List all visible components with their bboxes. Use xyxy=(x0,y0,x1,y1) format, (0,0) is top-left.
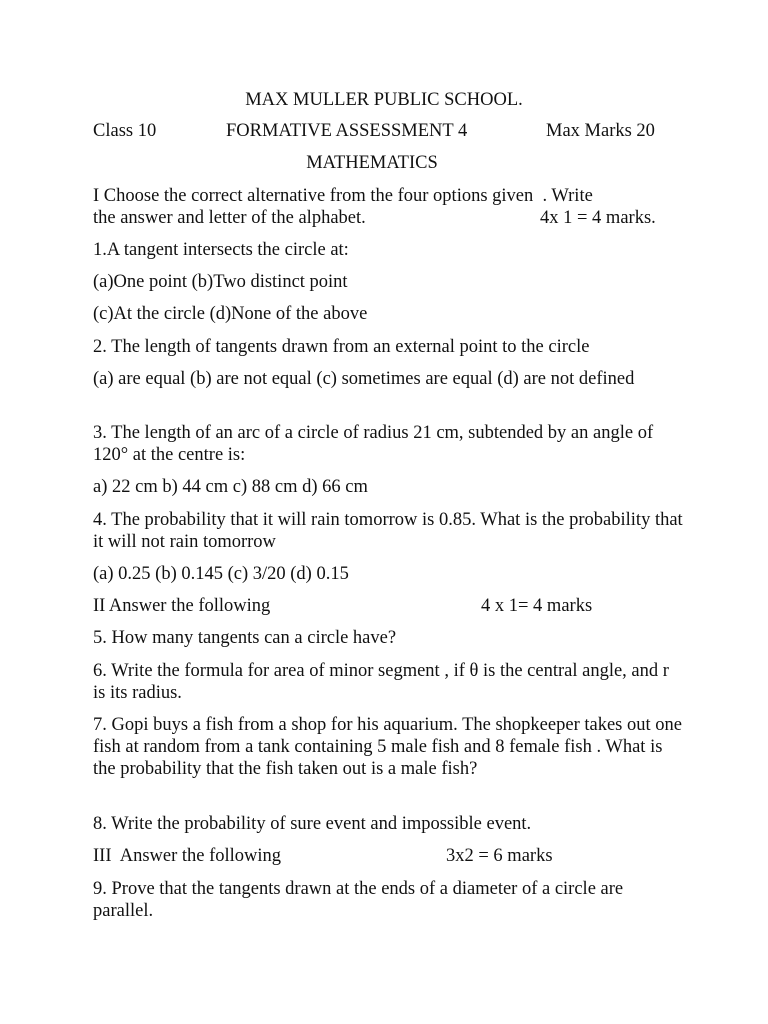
section3-heading: III Answer the following xyxy=(93,846,282,866)
section1-instruction-line1: I Choose the correct alternative from the four options given . Write xyxy=(93,186,593,206)
question-8: 8. Write the probability of sure event and impossible event. xyxy=(93,814,532,834)
question-9: 9. Prove that the tangents drawn at the ends of a diameter of a circle are parallel. xyxy=(93,879,624,921)
section1-instruction-line2: the answer and letter of the alphabet. xyxy=(93,208,366,228)
question-2-options: (a) are equal (b) are not equal (c) sometimes are equal (d) are not defined xyxy=(93,369,635,389)
question-6: 6. Write the formula for area of minor segment , if θ is the central angle, and r is its radius. xyxy=(93,661,669,703)
question-1-options-cd: (c)At the circle (d)None of the above xyxy=(93,304,368,324)
question-4: 4. The probability that it will rain tomorrow is 0.85. What is the probability that it will not rain tomorrow xyxy=(93,510,683,552)
class-label: Class 10 xyxy=(93,121,157,141)
question-3-options: a) 22 cm b) 44 cm c) 88 cm d) 66 cm xyxy=(93,477,368,497)
question-7: 7. Gopi buys a fish from a shop for his aquarium. The shopkeeper takes out one fish at random from a tank containing 5 male fish and 8 female fish . What is the probability that the fish taken out is a male fish? xyxy=(93,715,682,779)
section2-heading: II Answer the following xyxy=(93,596,271,616)
question-4-options: (a) 0.25 (b) 0.145 (c) 3/20 (d) 0.15 xyxy=(93,564,349,584)
question-5: 5. How many tangents can a circle have? xyxy=(93,628,397,648)
assessment-title: FORMATIVE ASSESSMENT 4 xyxy=(226,121,468,141)
section2-marks: 4 x 1= 4 marks xyxy=(481,596,593,616)
subject-title: MATHEMATICS xyxy=(306,153,438,173)
section3-marks: 3x2 = 6 marks xyxy=(446,846,553,866)
question-1-options-ab: (a)One point (b)Two distinct point xyxy=(93,272,348,292)
question-2: 2. The length of tangents drawn from an external point to the circle xyxy=(93,337,590,357)
question-3: 3. The length of an arc of a circle of radius 21 cm, subtended by an angle of 120° at the centre is: xyxy=(93,423,654,465)
school-name: MAX MULLER PUBLIC SCHOOL. xyxy=(245,90,523,110)
max-marks: Max Marks 20 xyxy=(546,121,655,141)
section1-marks: 4x 1 = 4 marks. xyxy=(540,208,656,228)
question-1: 1.A tangent intersects the circle at: xyxy=(93,240,349,260)
